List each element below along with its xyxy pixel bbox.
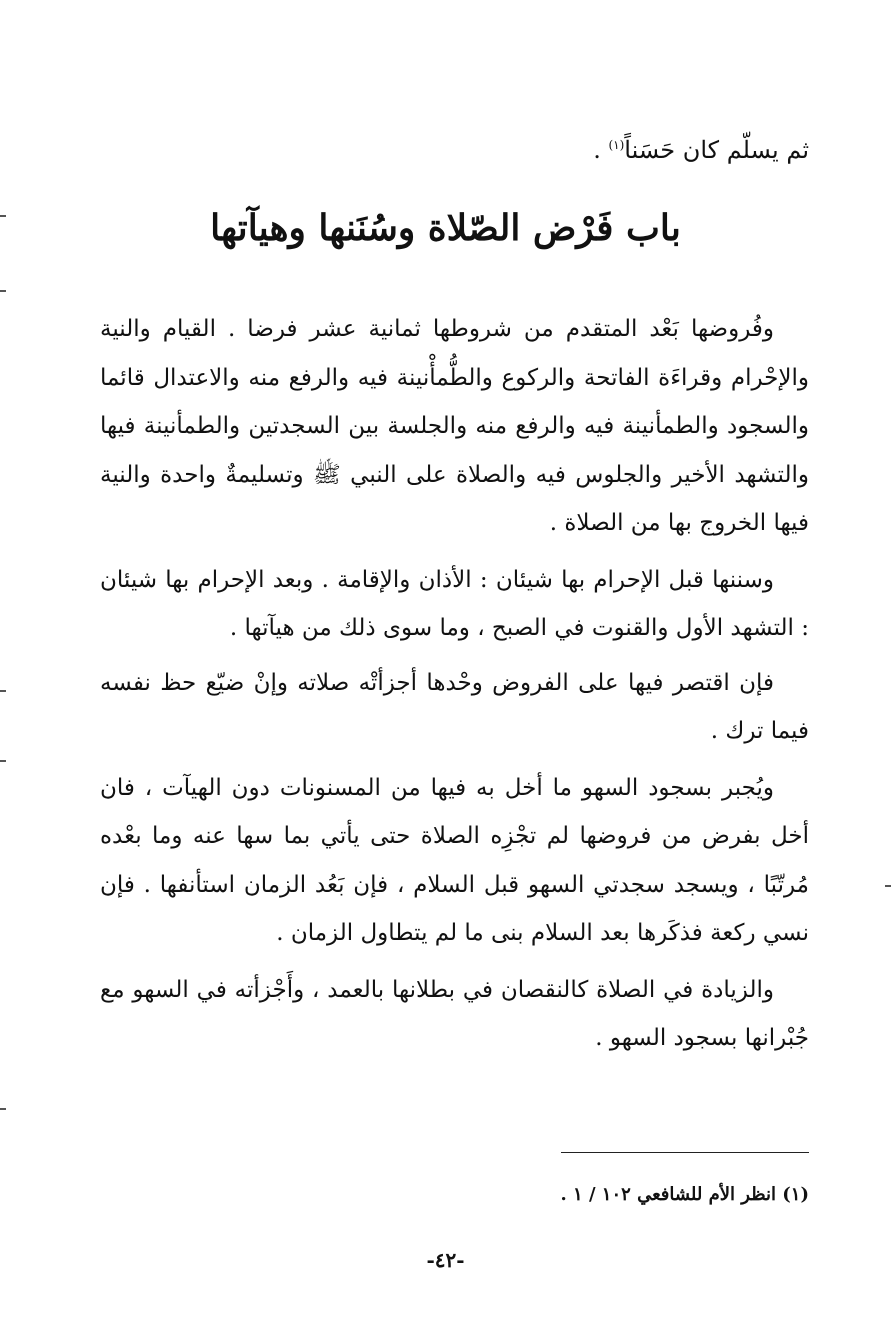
scan-edge-mark <box>0 690 6 692</box>
scan-edge-mark <box>885 885 891 887</box>
scan-edge-mark <box>0 760 6 762</box>
paragraph-sufficiency: فإن اقتصر فيها على الفروض وحْدها أجزأتْه صلاته وإنْ ضيّع حظ نفسه فيما ترك . <box>100 669 809 744</box>
chapter-title: باب فَرْض الصّلاة وسُنَنها وهيآتها <box>210 207 681 249</box>
footnote-divider <box>561 1152 809 1153</box>
page-number: -٤٢- <box>426 1248 465 1272</box>
footnote: (١) انظر الأم للشافعي ١٠٢ / ١ . <box>560 1184 809 1205</box>
paragraph-obligations: وفُروضها بَعْد المتقدم من شروطها ثمانية عشر فرضا . القيام والنية والإحْرام وقراءَة الفاتحة والركوع والطُّمأْنينة فيه والرفع منه والاعتدال قائما والسجود والطمأنينة فيه والرفع منه والجلسة بين السجدتين والطمأنينة فيها والتشهد الأخير والجلوس فيه والصلاة على النبي ﷺ وتسليمةٌ واحدة والنية فيها الخروج بها من الصلاة . <box>100 316 809 536</box>
paragraph-addition: والزيادة في الصلاة كالنقصان في بطلانها بالعمد ، وأَجْزأته في السهو مع جُبْرانها بسجود السهو . <box>100 976 809 1051</box>
scan-edge-mark <box>0 215 6 217</box>
opening-line <box>593 125 809 170</box>
scan-edge-mark <box>0 290 6 292</box>
opening-text: ثم يسلّم كان حَسَناً <box>624 136 809 164</box>
paragraph-sunnahs: وسننها قبل الإحرام بها شيئان : الأذان والإقامة . وبعد الإحرام بها شيئان : التشهد الأول والقنوت في الصبح ، وما سوى ذلك من هيآتها . <box>100 566 809 641</box>
scan-edge-mark <box>0 1108 6 1110</box>
paragraph-prostration-of-forgetfulness: ويُجبر بسجود السهو ما أخل به فيها من المسنونات دون الهيآت ، فان أخل بفرض من فروضها لم تجْزِه الصلاة حتى يأتي بما سها عنه وما بعْده مُرتّبًا ، ويسجد سجدتي السهو قبل السلام ، فإن بَعُد الزمان استأنفها . فإن نسي ركعة فذكَرها بعد السلام بنى ما لم يتطاول الزمان . <box>100 774 809 946</box>
opening-end: . <box>593 136 609 164</box>
footnote-reference: (١) <box>608 138 625 152</box>
body-text <box>100 305 809 1069</box>
